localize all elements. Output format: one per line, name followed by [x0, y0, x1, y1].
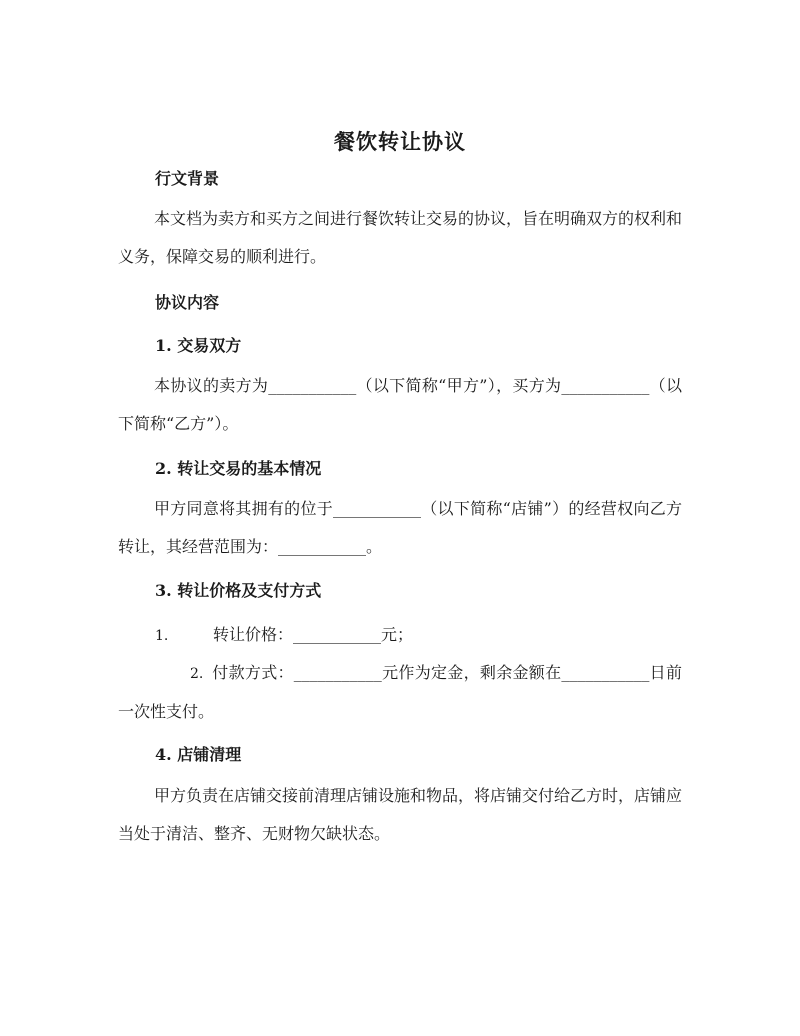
payment-item-text: 付款方式：___________元作为定金，剩余金额在___________日前一次性支付。: [118, 663, 682, 721]
basic-paragraph: 甲方同意将其拥有的位于___________（以下简称“店铺”）的经营权向乙方转让，其经营范围为：___________。: [118, 499, 682, 556]
section-heading-agreement: 协议内容: [155, 293, 220, 312]
section-heading-cleanup: 4. 店铺清理: [155, 745, 242, 764]
price-item: [155, 622, 413, 645]
section-heading-basic: 2. 转让交易的基本情况: [155, 459, 322, 478]
cleanup-paragraph: 甲方负责在店铺交接前清理店铺设施和物品，将店铺交付给乙方时，店铺应当处于清洁、整齐、无财物欠缺状态。: [118, 786, 683, 843]
section-heading-price: 3. 转让价格及支付方式: [155, 581, 322, 600]
section-heading-background: 行文背景: [155, 169, 220, 188]
parties-paragraph: 本协议的卖方为___________（以下简称“甲方”），买方为___________（以下简称“乙方”）。: [118, 376, 682, 433]
section-heading-parties: 1. 交易双方: [155, 336, 242, 355]
document-title: 餐饮转让协议: [334, 129, 466, 154]
payment-item-number: 2.: [190, 666, 204, 682]
background-paragraph: 本文档为卖方和买方之间进行餐饮转让交易的协议，旨在明确双方的权利和义务，保障交易的顺利进行。: [118, 209, 683, 266]
payment-item: [118, 654, 682, 731]
price-item-number: 1.: [155, 628, 169, 644]
price-item-text: 转让价格：___________元；: [213, 625, 414, 644]
